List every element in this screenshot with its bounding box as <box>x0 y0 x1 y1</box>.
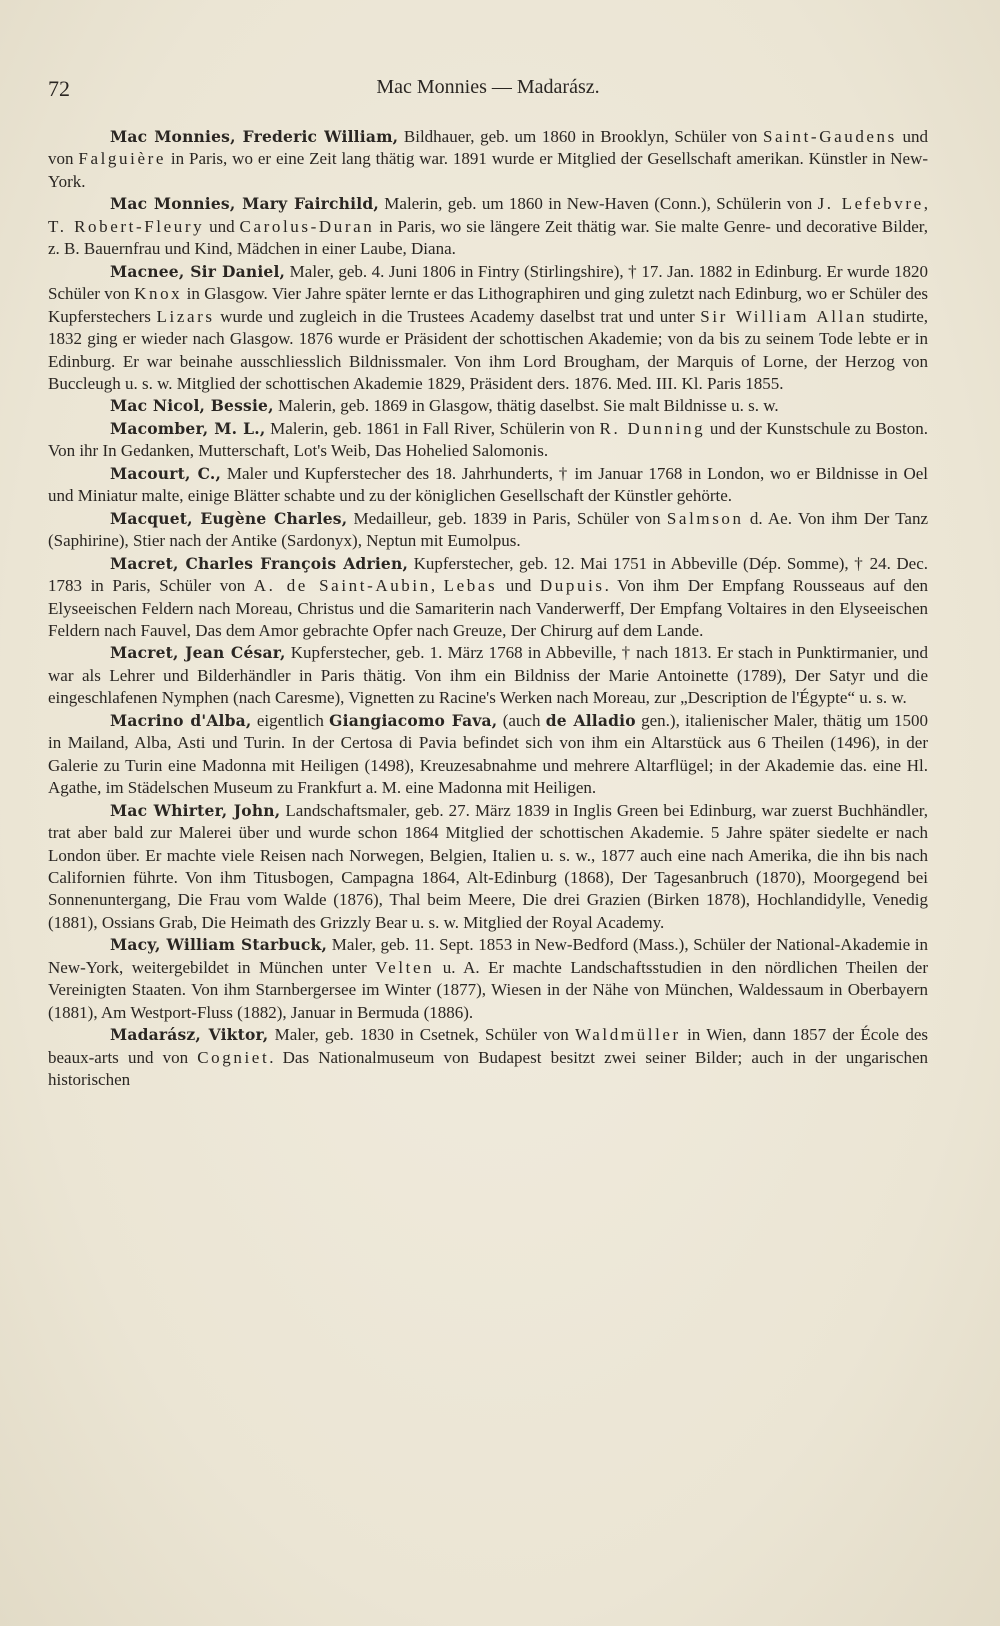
entry-text: wurde und zugleich in die Trustees Academy daselbst trat und unter <box>214 306 701 326</box>
entry-text: . Von ihm Der Empfang Rousseaus auf den Elyseeischen Feldern nach Moreau, Christus und die Samariterin nach Vanderwerff, Der Empfang Voltaires in den Elyseeischen Feldern nach Fauvel, Das dem Amor gebrachte Opfer nach Greuze, Der Chirurg auf dem Lande. <box>48 576 928 640</box>
entry-text: , <box>430 576 444 596</box>
entry-name: Mac Monnies, Mary Fairchild, <box>110 194 379 214</box>
spaced-name: Dupuis <box>539 576 605 596</box>
entry-text: und von <box>48 127 928 169</box>
spaced-name: Lizars <box>156 306 215 326</box>
entry-text: d. Ae. Von ihm Der Tanz (Saphirine), Stier nach der Antike (Sardonyx), Neptun mit Eumolpus. <box>48 508 929 551</box>
entry-name: Mac Monnies, Frederic William, <box>110 127 399 146</box>
entry-name: Macomber, M. L., <box>110 418 266 438</box>
entry-text: eigentlich <box>251 710 330 730</box>
spaced-name: Knox <box>134 284 183 304</box>
entry-text: . Das Nationalmuseum von Budapest besitzt zwei seiner Bilder; auch in der ungarischen historischen <box>48 1047 928 1090</box>
spaced-name: Salmson <box>666 508 744 528</box>
entry-name: Macrino d'Alba, <box>110 710 252 730</box>
spaced-name: Lebas <box>443 576 498 596</box>
entry-madarasz <box>48 1024 928 1091</box>
entry-name: Macquet, Eugène Charles, <box>110 508 348 528</box>
entry-name: Mac Nicol, Bessie, <box>110 396 274 416</box>
entry-name: Macret, Charles François Adrien, <box>110 553 409 573</box>
spaced-name: Velten <box>375 957 435 977</box>
entry-text: Maler, geb. 4. Juni 1806 in Fintry (Stirlingshire), † 17. Jan. 1882 in Edinburg. Er wurde 1820 Schüler von <box>48 261 928 304</box>
entry-name: Macy, William Starbuck, <box>110 935 328 955</box>
entry-name: Macret, Jean César, <box>110 643 286 663</box>
entry-text: studirte, 1832 ging er wieder nach Glasgow. 1876 wurde er Präsident der schottischen Akademie; von da bis zu seinem Tode lebte er in Edinburg. Er war beinahe ausschliesslich Bildnissmaler. Von ihm Lord Brougham, der Marquis of Lorne, der Herzog von Buccleugh u. s. w. Mitglied der schottischen Akademie 1829, Präsident ders. 1876. Med. III. Kl. Paris 1855. <box>48 306 928 393</box>
page-header <box>48 76 928 106</box>
entry-name: Macourt, C., <box>110 463 222 483</box>
entry-text: (auch <box>497 710 546 730</box>
spaced-name: Carolus-Duran <box>239 216 375 236</box>
entry-text: in Wien, dann 1857 der École des beaux-arts und von <box>48 1025 928 1067</box>
dictionary-entries <box>48 126 928 1091</box>
entry-text: , <box>923 194 928 214</box>
spaced-name: Saint-Gaudens <box>762 127 897 146</box>
entry-macrino <box>48 710 928 800</box>
entry-name: Macnee, Sir Daniel, <box>110 261 286 281</box>
entry-text: Maler, geb. 11. Sept. 1853 in New-Bedford (Mass.), Schüler der National-Akademie in New-York, weitergebildet in München unter <box>48 935 929 977</box>
entry-text: in Glasgow. Vier Jahre später lernte er das Lithographiren und ging zuletzt nach Edinburg, wo er Schüler des Kupferstechers <box>48 284 928 326</box>
entry-text: gen.), italienischer Maler, thätig um 1500 in Mailand, Alba, Asti und Turin. In der Certosa di Pavia befindet sich von ihm ein Altarstück aus 6 Theilen (1496), in der Galerie zu Turin eine Madonna mit Heiligen (1498), Kreuzesabnahme und mehrere Altarflügel; in der Akademie das. eine Hl. Agathe, im Städelschen Museum zu Frankfurt a. M. eine Madonna mit Heiligen. <box>48 710 928 798</box>
entry-macret-jean <box>48 642 928 709</box>
entry-text: u. A. Er machte Landschaftsstudien in den nördlichen Theilen der Vereinigten Staaten. Von ihm Starnbergersee im Winter (1877), Wiesen in der Nähe von München, Waldessaum in Oberbayern (1881), Am Westport-Fluss (1882), Januar in Bermuda (1886). <box>48 957 928 1022</box>
entry-text: und der Kunstschule zu Boston. Von ihr In Gedanken, Mutterschaft, Lot's Weib, Das Hohelied Salomonis. <box>48 418 928 461</box>
entry-name: Madarász, Viktor, <box>110 1025 269 1045</box>
entry-mac-monnies-frederic <box>48 126 928 193</box>
entry-macy <box>48 934 928 1024</box>
running-title: Mac Monnies — Madarász. <box>376 76 600 98</box>
entry-text: Maler und Kupferstecher des 18. Jahrhunderts, † im Januar 1768 in London, wo er Bildnisse in Oel und Miniatur malte, einige Blätter schabte und zu der königlichen Gesellschaft der Künstler gehörte. <box>48 463 928 506</box>
entry-text: Landschaftsmaler, geb. 27. März 1839 in Inglis Green bei Edinburg, war zuerst Buchhändler, trat aber bald zur Malerei über und wurde schon 1864 Mitglied der schottischen Akademie. 5 Jahre später siedelte er nach London über. Er machte viele Reisen nach Norwegen, Belgien, Italien u. s. w., 1877 auch eine nach Amerika, die ihn bis nach Californien führte. Von ihm Titusbogen, Campagna 1864, Alt-Edinburg (1868), Der Tagesanbruch (1870), Moorgegend bei Sonnenuntergang, Die Frau vom Walde (1876), Thal beim Meere, Die drei Grazien (Birken 1878), Hochlandidylle, Venedig (1881), Ossians Grab, Die Heimath des Grizzly Bear u. s. w. Mitglied der Royal Academy. <box>48 800 929 932</box>
entry-text: Malerin, geb. um 1860 in New-Haven (Conn.), Schülerin von <box>378 194 818 214</box>
entry-name: Mac Whirter, John, <box>110 800 281 820</box>
spaced-name: A. de Saint-Aubin <box>253 576 431 596</box>
spaced-name: R. Dunning <box>599 418 706 438</box>
entry-macnee <box>48 261 928 396</box>
page-number: 72 <box>48 76 70 101</box>
entry-text: in Paris, wo sie längere Zeit thätig war. Sie malte Genre- und decorative Bilder, z. B. Bauernfrau und Kind, Mädchen in einer Laube, Diana. <box>48 216 928 259</box>
spaced-name: Cogniet <box>197 1047 270 1067</box>
entry-macquet <box>48 508 928 553</box>
entry-macomber <box>48 418 928 463</box>
entry-macret-charles <box>48 553 928 643</box>
spaced-name: J. Lefebvre <box>817 194 924 214</box>
entry-mac-monnies-mary <box>48 193 928 260</box>
entry-text: Medailleur, geb. 1839 in Paris, Schüler von <box>347 508 667 528</box>
entry-mac-nicol <box>48 395 928 417</box>
entry-text: Malerin, geb. 1869 in Glasgow, thätig daselbst. Sie malt Bildnisse u. s. w. <box>273 396 779 416</box>
entry-text: und <box>204 216 240 236</box>
entry-text: Malerin, geb. 1861 in Fall River, Schülerin von <box>265 418 600 438</box>
entry-text: Kupferstecher, geb. 1. März 1768 in Abbeville, † nach 1813. Er stach in Punktirmanier, und war als Lehrer und Bilderhändler in Paris thätig. Von ihm ein Bildniss der Marie Antoinette (1789), Der Satyr und die eingeschlafenen Nymphen (nach Caresme), Vignetten zu Racine's Werken nach Moreau, zur „Description de l'Égypte“ u. s. w. <box>48 643 928 708</box>
entry-mac-whirter <box>48 800 928 935</box>
entry-text: Kupferstecher, geb. 12. Mai 1751 in Abbeville (Dép. Somme), † 24. Dec. 1783 in Paris, Schüler von <box>48 553 928 596</box>
entry-text: in Paris, wo er eine Zeit lang thätig war. 1891 wurde er Mitglied der Gesellschaft amerikan. Künstler in New-York. <box>48 149 929 191</box>
spaced-name: Sir William Allan <box>700 306 868 326</box>
entry-alias: de Alladio <box>545 710 636 730</box>
entry-macourt <box>48 463 928 508</box>
entry-text: Bildhauer, geb. um 1860 in Brooklyn, Schüler von <box>398 127 763 146</box>
spaced-name: Falguière <box>78 149 167 169</box>
entry-alias: Giangiacomo Fava, <box>329 710 498 730</box>
spaced-name: Waldmüller <box>574 1025 681 1045</box>
spaced-name: T. Robert-Fleury <box>48 216 205 236</box>
entry-text: und <box>497 576 540 596</box>
entry-text: Maler, geb. 1830 in Csetnek, Schüler von <box>268 1025 575 1045</box>
